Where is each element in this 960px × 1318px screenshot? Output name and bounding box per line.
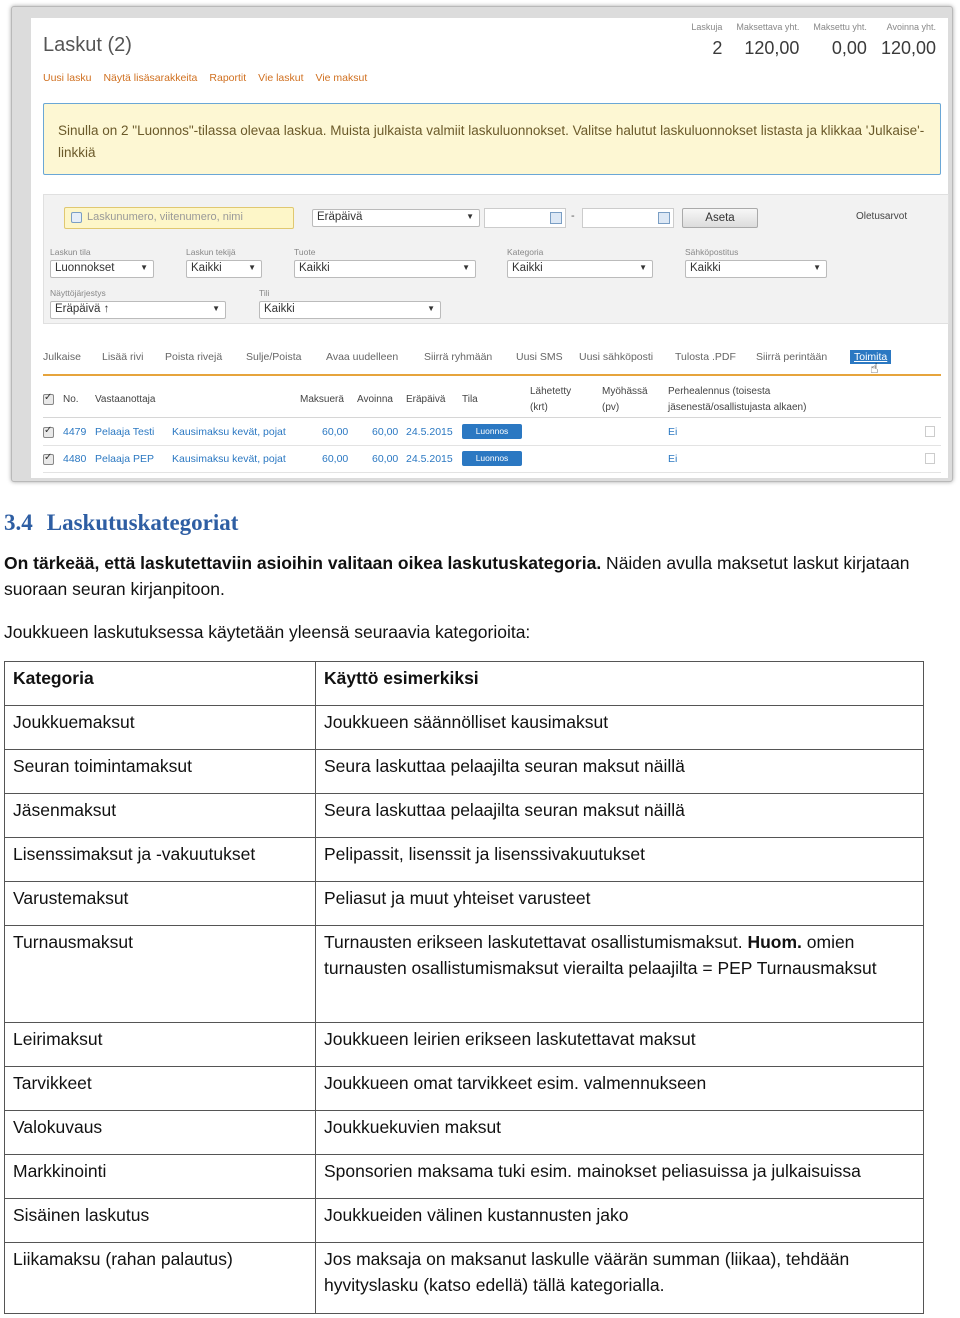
date-from-field	[484, 208, 566, 228]
table-row	[5, 1243, 924, 1314]
close-delete-action[interactable]: Sulje/Poista	[246, 351, 302, 363]
stat-payable	[736, 22, 799, 59]
col-sent-unit: (krt)	[530, 402, 548, 413]
cell-category: Turnausmaksut	[5, 926, 316, 1023]
cell-category: Leirimaksut	[5, 1023, 316, 1067]
category-filter	[507, 247, 653, 278]
row-number[interactable]: 4480	[63, 453, 87, 465]
row-recipient[interactable]: Pelaaja Testi	[95, 426, 155, 438]
col-no[interactable]: No.	[63, 394, 79, 405]
show-columns-link[interactable]: Näytä lisäsarakkeita	[103, 72, 198, 84]
invoice-table-header	[43, 384, 941, 418]
cell-usage: Joukkueen omat tarvikkeet esim. valmennukseen	[316, 1067, 924, 1111]
status-select[interactable]	[50, 260, 154, 278]
col-recipient[interactable]: Vastaanottaja	[95, 394, 156, 405]
header-usage: Käyttö esimerkiksi	[316, 662, 924, 706]
product-label: Tuote	[294, 247, 316, 257]
cell-usage	[316, 926, 924, 1023]
category-value: Kaikki	[512, 262, 543, 274]
cell-category: Varustemaksut	[5, 882, 316, 926]
cell-category: Jäsenmaksut	[5, 794, 316, 838]
calendar-icon[interactable]	[550, 212, 562, 224]
date-from-input[interactable]	[484, 208, 566, 228]
date-to-input[interactable]	[582, 208, 674, 228]
add-row-action[interactable]: Lisää rivi	[102, 351, 144, 363]
chevron-down-icon: ▼	[248, 263, 256, 272]
export-payments-link[interactable]: Vie maksut	[315, 72, 368, 84]
category-select[interactable]	[507, 260, 653, 278]
date-type-value: Eräpäivä	[317, 211, 363, 223]
table-row	[5, 1067, 924, 1111]
col-status[interactable]: Tila	[462, 394, 478, 405]
account-label: Tili	[259, 288, 270, 298]
intro-rest: Näiden avulla maksetut laskut kirjataan suoraan seuran kirjanpitoon.	[4, 553, 910, 599]
usage-note: Huom.	[747, 932, 802, 952]
cell-usage: Seura laskuttaa pelaajilta seuran maksut näillä	[316, 794, 924, 838]
screenshot-frame	[11, 6, 953, 482]
author-select[interactable]	[186, 260, 262, 278]
status-badge: Luonnos	[462, 451, 522, 466]
select-all-checkbox[interactable]	[43, 394, 54, 405]
col-sent-label: Lähetetty	[530, 386, 572, 397]
stat-count	[691, 22, 722, 59]
table-row	[5, 1199, 924, 1243]
col-amount[interactable]: Maksuerä	[300, 394, 344, 405]
stat-open	[881, 22, 936, 59]
hand-cursor-icon: ☝	[870, 360, 879, 376]
stat-value: 120,00	[744, 38, 800, 58]
stat-label: Maksettava yht.	[736, 22, 800, 32]
sort-select[interactable]	[50, 301, 226, 319]
reports-link[interactable]: Raportit	[209, 72, 247, 84]
date-type-select[interactable]	[312, 209, 480, 227]
usage-text-rest: omien turnausten osallistumismaksut vierailta pelaajilta = PEP Turnausmaksut	[324, 932, 877, 978]
copy-icon[interactable]	[925, 426, 935, 437]
move-group-action[interactable]: Siirrä ryhmään	[424, 351, 493, 363]
row-recipient[interactable]: Pelaaja PEP	[95, 453, 154, 465]
col-late-label: Myöhässä	[602, 386, 648, 397]
stat-value: 0,00	[831, 38, 867, 58]
sort-filter	[50, 288, 226, 319]
defaults-link[interactable]: Oletusarvot	[856, 211, 908, 222]
row-checkbox[interactable]	[43, 427, 54, 438]
cell-usage: Joukkueen leirien erikseen laskutettavat maksut	[316, 1023, 924, 1067]
table-header-row	[5, 662, 924, 706]
stat-label: Laskuja	[691, 22, 723, 32]
row-number[interactable]: 4479	[63, 426, 87, 438]
ebill-label: Sähköpostitus	[685, 247, 739, 257]
lead-paragraph: Joukkueen laskutuksessa käytetään yleensä seuraavia kategorioita:	[4, 622, 531, 642]
row-amount: 60,00	[322, 453, 349, 465]
usage-text: Turnausten erikseen laskutettavat osallistumismaksut.	[324, 932, 748, 952]
date-separator: -	[571, 210, 575, 222]
ebill-select[interactable]	[685, 260, 827, 278]
cell-category: Markkinointi	[5, 1155, 316, 1199]
date-type-field	[312, 209, 480, 227]
cell-category: Tarvikkeet	[5, 1067, 316, 1111]
row-description[interactable]: Kausimaksu kevät, pojat	[172, 453, 286, 465]
cell-usage: Peliasut ja muut yhteiset varusteet	[316, 882, 924, 926]
cell-usage: Seura laskuttaa pelaajilta seuran maksut näillä	[316, 750, 924, 794]
col-sent[interactable]	[530, 384, 571, 416]
col-discount[interactable]	[668, 384, 806, 416]
table-row[interactable]	[43, 446, 941, 473]
header-category: Kategoria	[5, 662, 316, 706]
intro-bold: On tärkeää, että laskutettaviin asioihin valitaan oikea laskutuskategoria.	[4, 553, 602, 573]
filter-panel	[43, 194, 949, 324]
table-row	[5, 750, 924, 794]
apply-button[interactable]: Aseta	[682, 208, 758, 228]
draft-notice: Sinulla on 2 "Luonnos"-tilassa olevaa laskua. Muista julkaista valmiit laskuluonnokset. Valitse halutut laskuluonnokset listasta ja klikkaa 'Julkaise'-linkkiä	[43, 103, 941, 175]
table-row	[5, 706, 924, 750]
category-table	[4, 661, 924, 1314]
date-to-field	[582, 208, 674, 228]
calendar-icon[interactable]	[658, 212, 670, 224]
invoice-app	[31, 18, 948, 478]
row-description[interactable]: Kausimaksu kevät, pojat	[172, 426, 286, 438]
sort-value: Eräpäivä ↑	[55, 303, 110, 315]
status-label: Laskun tila	[50, 247, 91, 257]
col-discount-label2: jäsenestä/osallistujasta alkaen)	[668, 402, 807, 413]
section-heading	[4, 510, 238, 536]
table-row	[5, 882, 924, 926]
table-row	[5, 794, 924, 838]
category-label: Kategoria	[507, 247, 544, 257]
new-invoice-link[interactable]: Uusi lasku	[43, 72, 92, 84]
product-filter	[294, 247, 476, 278]
cell-usage: Joukkueen säännölliset kausimaksut	[316, 706, 924, 750]
table-row	[5, 926, 924, 1023]
sort-label: Näyttöjärjestys	[50, 288, 106, 298]
search-placeholder: Laskunumero, viitenumero, nimi	[87, 211, 243, 223]
ebill-value: Kaikki	[690, 262, 721, 274]
section-title: Laskutuskategoriat	[46, 510, 239, 535]
publish-action[interactable]: Julkaise	[43, 351, 81, 363]
row-checkbox[interactable]	[43, 454, 54, 465]
account-select[interactable]	[259, 301, 441, 319]
to-collection-action[interactable]: Siirrä perintään	[756, 351, 828, 363]
deliver-action[interactable]: Toimita	[850, 350, 891, 364]
delete-rows-action[interactable]: Poista rivejä	[165, 351, 223, 363]
account-filter	[259, 288, 441, 319]
author-value: Kaikki	[191, 262, 222, 274]
new-email-action[interactable]: Uusi sähköposti	[579, 351, 654, 363]
stat-paid	[813, 22, 867, 59]
row-amount: 60,00	[322, 426, 349, 438]
summary-stats	[691, 22, 936, 59]
row-discount: Ei	[668, 426, 678, 438]
status-value: Luonnokset	[55, 262, 115, 274]
col-open[interactable]: Avoinna	[357, 394, 393, 405]
product-select[interactable]	[294, 260, 476, 278]
table-row	[5, 1023, 924, 1067]
cell-usage: Joukkuekuvien maksut	[316, 1111, 924, 1155]
cell-category: Joukkuemaksut	[5, 706, 316, 750]
chevron-down-icon: ▼	[427, 304, 435, 313]
chevron-down-icon: ▼	[462, 263, 470, 272]
cell-usage: Sponsorien maksama tuki esim. mainokset peliasuissa ja julkaisuissa	[316, 1155, 924, 1199]
new-sms-action[interactable]: Uusi SMS	[516, 351, 563, 363]
top-links	[43, 72, 367, 84]
action-bar	[43, 351, 941, 376]
row-due: 24.5.2015	[406, 453, 453, 465]
chevron-down-icon: ▼	[813, 263, 821, 272]
chevron-down-icon: ▼	[639, 263, 647, 272]
col-late[interactable]	[602, 384, 648, 416]
intro-paragraph	[4, 550, 944, 602]
page-title: Laskut (2)	[43, 34, 132, 56]
status-filter	[50, 247, 154, 278]
cell-category: Liikamaksu (rahan palautus)	[5, 1243, 316, 1314]
table-row	[5, 1111, 924, 1155]
search-input[interactable]	[64, 207, 294, 229]
cell-category: Valokuvaus	[5, 1111, 316, 1155]
row-open: 60,00	[372, 426, 399, 438]
search-icon	[71, 212, 82, 223]
author-label: Laskun tekijä	[186, 247, 236, 257]
account-value: Kaikki	[264, 303, 295, 315]
cell-usage: Jos maksaja on maksanut laskulle väärän summan (liikaa), tehdään hyvityslasku (katso edellä) tällä kategorialla.	[316, 1243, 924, 1314]
row-open: 60,00	[372, 453, 399, 465]
stat-value: 120,00	[880, 38, 936, 58]
chevron-down-icon: ▼	[466, 212, 474, 221]
cell-category: Lisenssimaksut ja -vakuutukset	[5, 838, 316, 882]
stat-value: 2	[712, 38, 723, 58]
ebill-filter	[685, 247, 827, 278]
row-discount: Ei	[668, 453, 678, 465]
product-value: Kaikki	[299, 262, 330, 274]
chevron-down-icon: ▼	[212, 304, 220, 313]
search-field	[64, 207, 294, 229]
section-number: 3.4	[4, 510, 33, 535]
reopen-action[interactable]: Avaa uudelleen	[326, 351, 399, 363]
stat-label: Avoinna yht.	[886, 22, 936, 32]
table-row	[5, 1155, 924, 1199]
status-badge: Luonnos	[462, 424, 522, 439]
row-due: 24.5.2015	[406, 426, 453, 438]
col-due[interactable]: Eräpäivä	[406, 394, 446, 405]
cell-usage: Joukkueiden välinen kustannusten jako	[316, 1199, 924, 1243]
copy-icon[interactable]	[925, 453, 935, 464]
chevron-down-icon: ▼	[140, 263, 148, 272]
print-pdf-action[interactable]: Tulosta .PDF	[675, 351, 736, 363]
table-row	[5, 838, 924, 882]
apply-field	[682, 208, 758, 228]
table-row[interactable]	[43, 419, 941, 446]
author-filter	[186, 247, 262, 278]
cell-category: Sisäinen laskutus	[5, 1199, 316, 1243]
cell-category: Seuran toimintamaksut	[5, 750, 316, 794]
col-discount-label: Perhealennus (toisesta	[668, 386, 771, 397]
cell-usage: Pelipassit, lisenssit ja lisenssivakuutukset	[316, 838, 924, 882]
export-invoices-link[interactable]: Vie laskut	[258, 72, 304, 84]
col-late-unit: (pv)	[602, 402, 620, 413]
stat-label: Maksettu yht.	[813, 22, 867, 32]
